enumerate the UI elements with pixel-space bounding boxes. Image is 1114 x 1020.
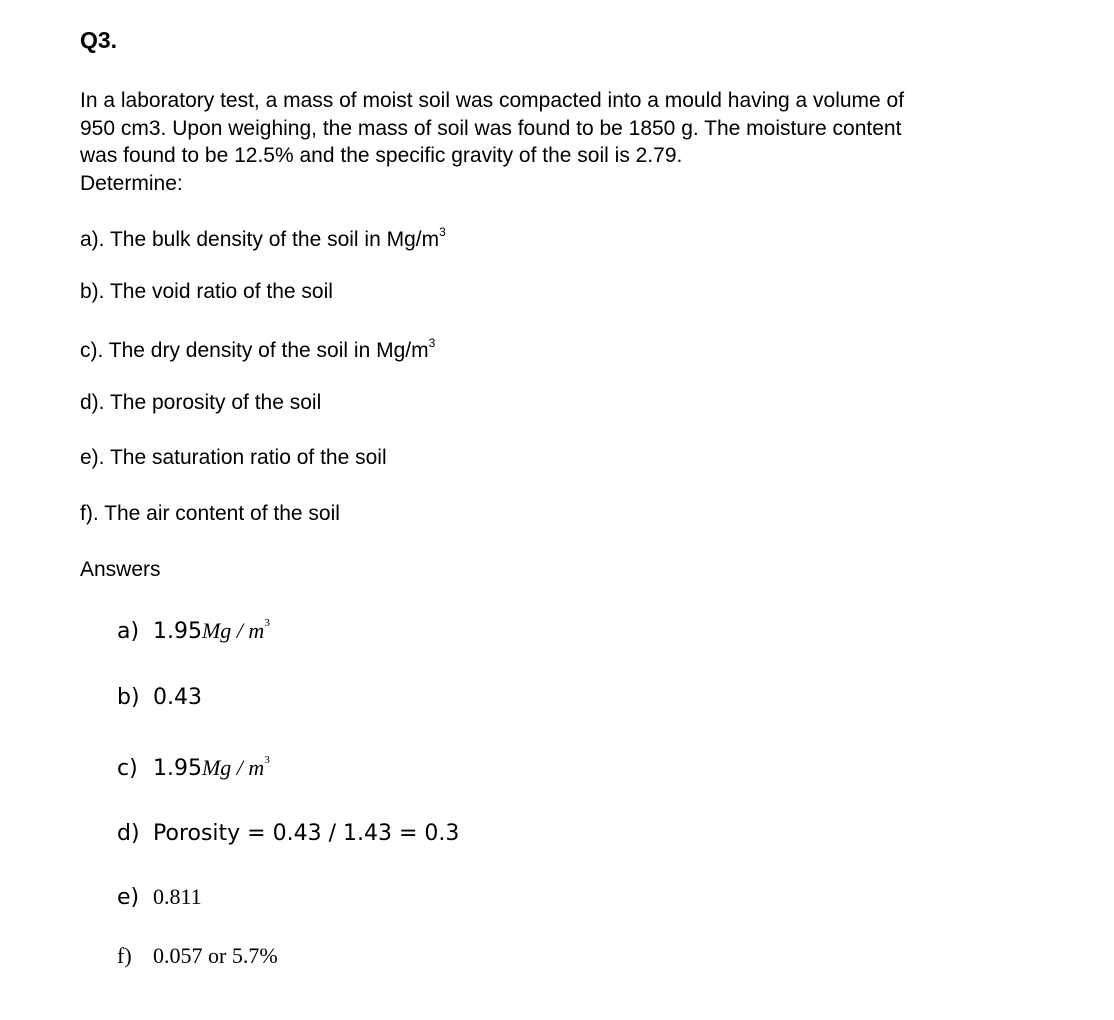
part-c-text: c). The dry density of the soil in Mg/m: [80, 339, 429, 362]
answer-b: [117, 685, 202, 710]
answer-e: [117, 884, 202, 910]
part-e-text: e). The saturation ratio of the soil: [80, 446, 387, 469]
answer-c-unit-sup: 3: [264, 754, 270, 766]
answer-f-value: 0.057 or 5.7%: [153, 943, 278, 968]
answer-d-label: d): [117, 821, 140, 846]
answer-c-value: 1.95: [153, 756, 202, 781]
part-f-text: f). The air content of the soil: [80, 502, 340, 525]
problem-statement: [80, 87, 1040, 197]
answer-d-value: Porosity = 0.43 / 1.43 = 0.3: [153, 821, 460, 846]
part-a-sup: 3: [439, 225, 446, 239]
answer-d: [117, 821, 459, 846]
answer-c-label: c): [117, 756, 138, 781]
part-a: [80, 225, 446, 252]
answer-c: [117, 754, 270, 781]
answer-c-unit: [202, 755, 270, 780]
answer-e-label: e): [117, 885, 140, 910]
part-c: [80, 336, 435, 363]
problem-line: In a laboratory test, a mass of moist soil was compacted into a mould having a volume of: [80, 89, 905, 112]
problem-line: was found to be 12.5% and the specific gravity of the soil is 2.79.: [80, 144, 683, 167]
answer-b-value: 0.43: [153, 685, 202, 710]
answer-b-label: b): [117, 685, 140, 710]
part-d: [80, 391, 321, 415]
part-a-text: a). The bulk density of the soil in Mg/m: [80, 228, 440, 251]
answer-a-value: 1.95: [153, 619, 202, 644]
answer-a-unit-text: Mg / m: [201, 618, 265, 643]
answer-a: [117, 617, 270, 644]
problem-line: 950 cm3. Upon weighing, the mass of soil was found to be 1850 g. The moisture content: [80, 116, 902, 140]
answer-c-unit-text: Mg / m: [201, 755, 265, 780]
answer-a-label: a): [117, 619, 140, 644]
part-b-text: b). The void ratio of the soil: [80, 280, 333, 303]
part-e: [80, 446, 387, 470]
answer-a-unit: [202, 618, 270, 643]
part-f: [80, 502, 340, 526]
answer-e-value: 0.811: [153, 884, 202, 909]
part-c-sup: 3: [428, 336, 436, 350]
answer-f: [117, 943, 278, 969]
question-title: Q3.: [80, 27, 118, 53]
answer-a-unit-sup: 3: [264, 617, 270, 629]
answers-heading: Answers: [80, 558, 161, 581]
part-d-text: d). The porosity of the soil: [80, 391, 322, 414]
answer-f-label: f): [117, 943, 132, 968]
part-b: [80, 280, 333, 304]
problem-line: Determine:: [80, 171, 183, 195]
